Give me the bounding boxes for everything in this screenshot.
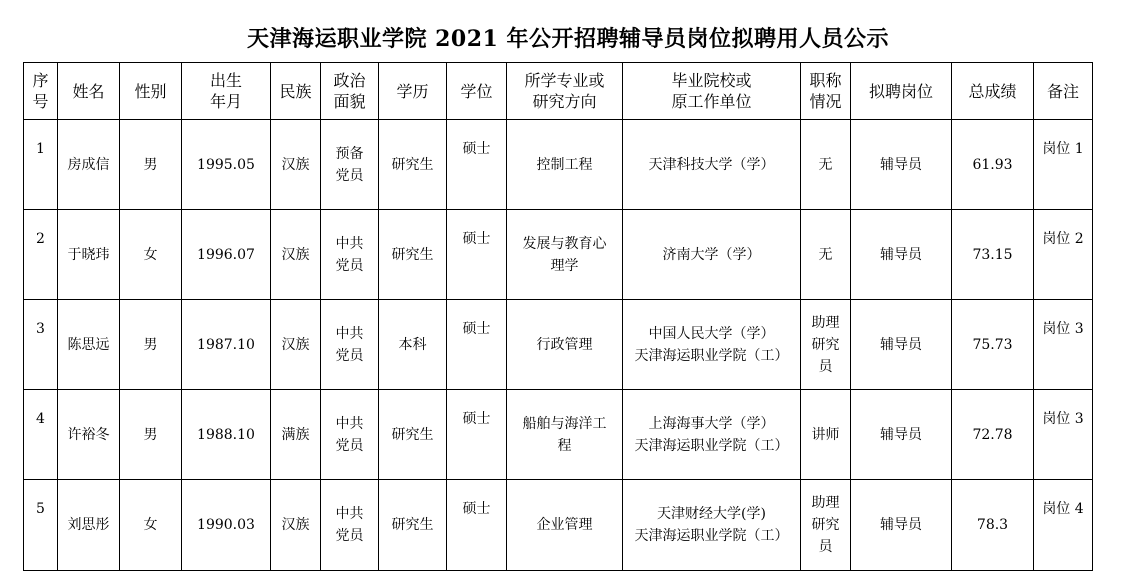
cell-political: 预备 党员 xyxy=(321,120,379,210)
cell-no: 2 xyxy=(24,210,58,300)
cell-gender: 男 xyxy=(120,300,182,390)
cell-name: 陈思远 xyxy=(58,300,120,390)
header-cell-ethnicity: 民族 xyxy=(271,63,321,120)
cell-degree: 硕士 xyxy=(447,390,507,480)
cell-birth: 1990.03 xyxy=(182,480,271,571)
cell-birth: 1996.07 xyxy=(182,210,271,300)
cell-score: 73.15 xyxy=(952,210,1034,300)
cell-degree: 硕士 xyxy=(447,210,507,300)
cell-name: 房成信 xyxy=(58,120,120,210)
header-cell-education: 学历 xyxy=(379,63,447,120)
header-cell-political: 政治 面貌 xyxy=(321,63,379,120)
cell-major: 企业管理 xyxy=(507,480,623,571)
cell-education: 本科 xyxy=(379,300,447,390)
cell-major: 控制工程 xyxy=(507,120,623,210)
candidates-table xyxy=(23,62,1093,571)
cell-title: 助理 研究 员 xyxy=(801,480,851,571)
cell-score: 75.73 xyxy=(952,300,1034,390)
cell-note: 岗位 4 xyxy=(1034,480,1093,571)
header-cell-score: 总成绩 xyxy=(952,63,1034,120)
cell-degree: 硕士 xyxy=(447,300,507,390)
page-title: 天津海运职业学院 2021 年公开招聘辅导员岗位拟聘用人员公示 xyxy=(246,26,890,52)
cell-gender: 女 xyxy=(120,210,182,300)
cell-major: 行政管理 xyxy=(507,300,623,390)
header-cell-note: 备注 xyxy=(1034,63,1093,120)
cell-ethnicity: 汉族 xyxy=(271,480,321,571)
cell-title: 讲师 xyxy=(801,390,851,480)
cell-no: 1 xyxy=(24,120,58,210)
cell-score: 78.3 xyxy=(952,480,1034,571)
cell-political: 中共 党员 xyxy=(321,480,379,571)
cell-note: 岗位 1 xyxy=(1034,120,1093,210)
cell-major: 船舶与海洋工 程 xyxy=(507,390,623,480)
cell-score: 72.78 xyxy=(952,390,1034,480)
header-cell-birth: 出生 年月 xyxy=(182,63,271,120)
cell-gender: 女 xyxy=(120,480,182,571)
header-cell-post: 拟聘岗位 xyxy=(851,63,952,120)
cell-title: 无 xyxy=(801,120,851,210)
table-row xyxy=(24,390,1093,480)
cell-political: 中共 党员 xyxy=(321,300,379,390)
header-cell-degree: 学位 xyxy=(447,63,507,120)
cell-note: 岗位 3 xyxy=(1034,390,1093,480)
header-cell-no: 序 号 xyxy=(24,63,58,120)
table-row xyxy=(24,480,1093,571)
cell-post: 辅导员 xyxy=(851,480,952,571)
cell-name: 刘思彤 xyxy=(58,480,120,571)
cell-birth: 1987.10 xyxy=(182,300,271,390)
cell-no: 5 xyxy=(24,480,58,571)
cell-education: 研究生 xyxy=(379,120,447,210)
cell-post: 辅导员 xyxy=(851,210,952,300)
cell-major: 发展与教育心 理学 xyxy=(507,210,623,300)
cell-note: 岗位 2 xyxy=(1034,210,1093,300)
cell-political: 中共 党员 xyxy=(321,390,379,480)
cell-name: 于晓玮 xyxy=(58,210,120,300)
cell-birth: 1995.05 xyxy=(182,120,271,210)
cell-birth: 1988.10 xyxy=(182,390,271,480)
cell-education: 研究生 xyxy=(379,210,447,300)
cell-title: 助理 研究 员 xyxy=(801,300,851,390)
cell-post: 辅导员 xyxy=(851,390,952,480)
cell-ethnicity: 汉族 xyxy=(271,300,321,390)
cell-school: 济南大学（学） xyxy=(623,210,801,300)
cell-post: 辅导员 xyxy=(851,120,952,210)
cell-ethnicity: 汉族 xyxy=(271,120,321,210)
table-row xyxy=(24,120,1093,210)
cell-score: 61.93 xyxy=(952,120,1034,210)
cell-title: 无 xyxy=(801,210,851,300)
header-cell-name: 姓名 xyxy=(58,63,120,120)
cell-education: 研究生 xyxy=(379,390,447,480)
header-cell-major: 所学专业或 研究方向 xyxy=(507,63,623,120)
header-cell-title: 职称 情况 xyxy=(801,63,851,120)
cell-school: 天津财经大学(学) 天津海运职业学院（工） xyxy=(623,480,801,571)
cell-note: 岗位 3 xyxy=(1034,300,1093,390)
cell-degree: 硕士 xyxy=(447,120,507,210)
cell-gender: 男 xyxy=(120,390,182,480)
cell-gender: 男 xyxy=(120,120,182,210)
cell-no: 3 xyxy=(24,300,58,390)
table-header-row xyxy=(24,63,1093,120)
header-cell-gender: 性别 xyxy=(120,63,182,120)
cell-no: 4 xyxy=(24,390,58,480)
cell-post: 辅导员 xyxy=(851,300,952,390)
header-cell-school: 毕业院校或 原工作单位 xyxy=(623,63,801,120)
cell-education: 研究生 xyxy=(379,480,447,571)
cell-school: 上海海事大学（学） 天津海运职业学院（工） xyxy=(623,390,801,480)
cell-school: 中国人民大学（学） 天津海运职业学院（工） xyxy=(623,300,801,390)
cell-name: 许裕冬 xyxy=(58,390,120,480)
cell-school: 天津科技大学（学） xyxy=(623,120,801,210)
cell-ethnicity: 汉族 xyxy=(271,210,321,300)
cell-political: 中共 党员 xyxy=(321,210,379,300)
cell-degree: 硕士 xyxy=(447,480,507,571)
cell-ethnicity: 满族 xyxy=(271,390,321,480)
table-row xyxy=(24,210,1093,300)
table-row xyxy=(24,300,1093,390)
